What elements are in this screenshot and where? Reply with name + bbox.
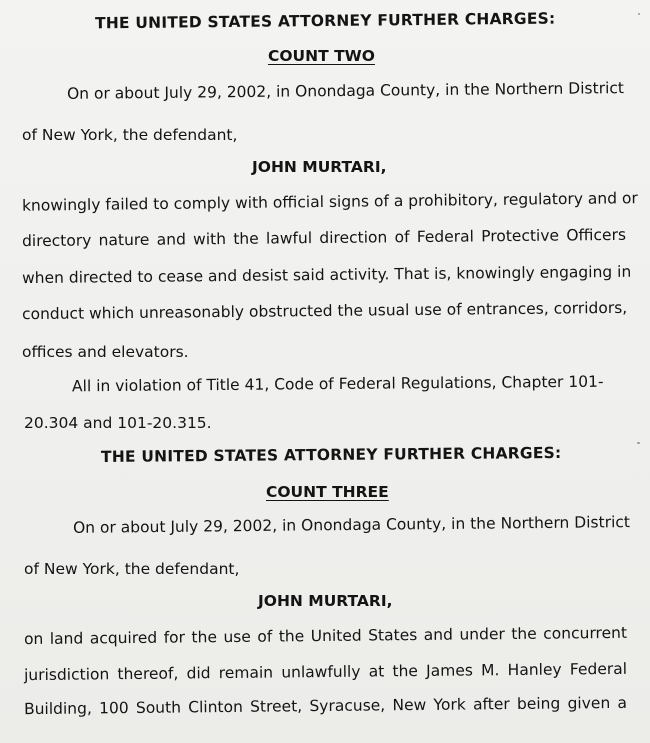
intro-line: of New York, the defendant,	[22, 126, 238, 144]
body-line: on land acquired for the use of the United States and under the concurrent	[23, 623, 628, 649]
charges-heading: THE UNITED STATES ATTORNEY FURTHER CHARGES:	[100, 443, 562, 467]
body-line: conduct which unreasonably obstructed the usual use of entrances, corridors,	[21, 298, 628, 324]
violation-line: 20.304 and 101-20.315.	[24, 414, 212, 432]
scan-speck	[637, 442, 640, 444]
scan-speck	[638, 13, 640, 15]
count-title: COUNT THREE	[266, 483, 389, 501]
intro-line: On or about July 29, 2002, in Onondaga County, in the Northern District	[66, 79, 625, 103]
body-line: directory nature and with the lawful direction of Federal Protective Officers	[21, 225, 627, 251]
body-line: Building, 100 South Clinton Street, Syracuse, New York after being given a	[23, 693, 628, 719]
body-line: knowingly failed to comply with official signs of a prohibitory, regulatory and or	[21, 189, 638, 215]
intro-line: of New York, the defendant,	[24, 560, 240, 578]
violation-line: All in violation of Title 41, Code of Federal Regulations, Chapter 101-	[71, 372, 604, 396]
count-title: COUNT TWO	[268, 47, 375, 65]
defendant-name: JOHN MURTARI,	[252, 158, 387, 176]
body-line: offices and elevators.	[22, 343, 189, 361]
charges-heading: THE UNITED STATES ATTORNEY FURTHER CHARGES:	[94, 9, 556, 33]
intro-line: On or about July 29, 2002, in Onondaga County, in the Northern District	[72, 513, 631, 537]
defendant-name: JOHN MURTARI,	[258, 592, 393, 610]
body-line: when directed to cease and desist said activity. That is, knowingly engaging in	[21, 262, 632, 288]
body-line: jurisdiction thereof, did remain unlawfully at the James M. Hanley Federal	[23, 659, 628, 685]
